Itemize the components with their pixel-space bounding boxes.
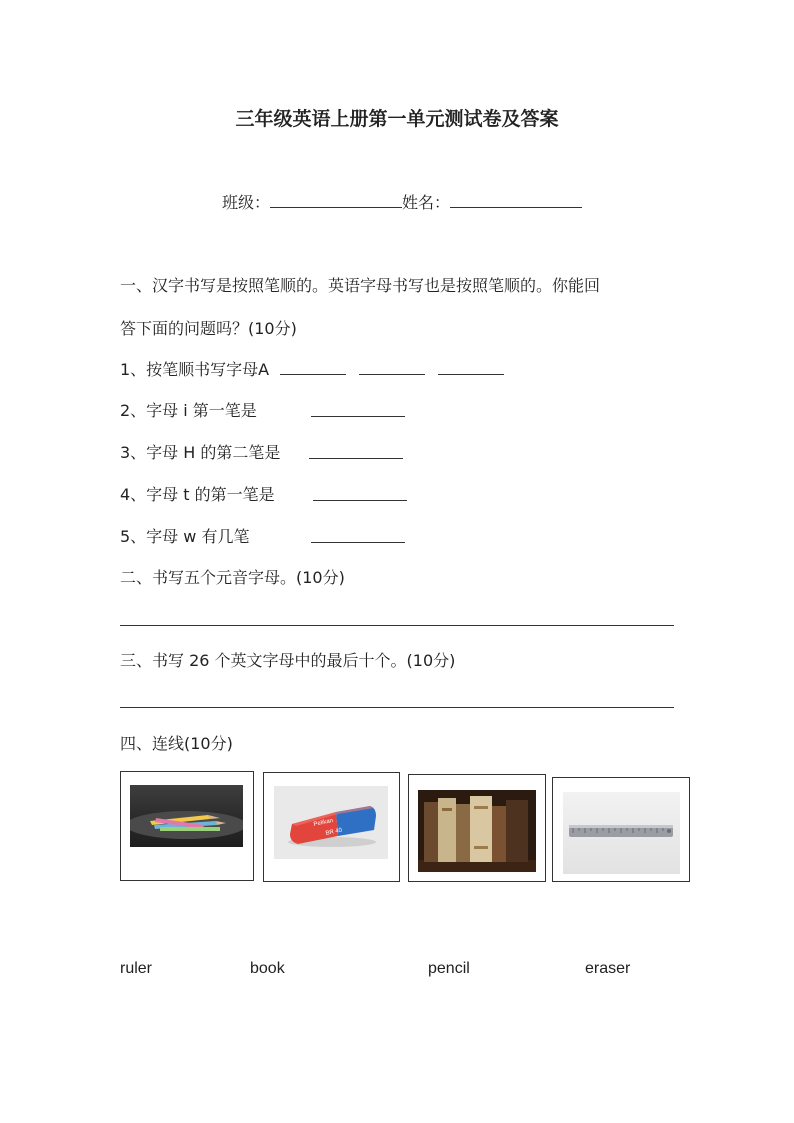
answer-blank-1b[interactable] (359, 358, 425, 375)
answer-blank-2[interactable] (311, 400, 405, 417)
student-info-line (222, 190, 582, 213)
question-5-text: 5、字母 w 有几笔 (120, 527, 250, 546)
word-3[interactable]: pencil (428, 960, 470, 977)
question-2 (120, 398, 257, 421)
answer-blank-5[interactable] (311, 526, 405, 543)
svg-text:BR 40: BR 40 (325, 827, 343, 837)
image-frame-3[interactable] (408, 774, 546, 882)
name-label: 姓名： (402, 193, 451, 212)
section-4-instruction: 四、连线(10分) (120, 734, 233, 753)
question-5 (120, 524, 249, 547)
word-4[interactable]: eraser (585, 960, 631, 977)
section-2-instruction: 二、书写五个元音字母。(10分) (120, 568, 345, 587)
name-blank[interactable] (450, 191, 582, 208)
section-3-instruction: 三、书写 26 个英文字母中的最后十个。(10分) (120, 651, 456, 670)
section-2-answer-line[interactable] (120, 625, 674, 626)
question-4-text: 4、字母 t 的第一笔是 (120, 485, 275, 504)
question-2-text: 2、字母 i 第一笔是 (120, 401, 257, 420)
ruler-photo-icon (563, 792, 680, 874)
image-frame-1[interactable] (120, 771, 254, 881)
answer-blank-1c[interactable] (438, 358, 504, 375)
word-2[interactable]: book (250, 960, 285, 977)
question-1-text: 1、按笔顺书写字母A (120, 360, 270, 379)
answer-blank-3[interactable] (309, 442, 403, 459)
question-4 (120, 482, 275, 505)
class-label: 班级： (222, 193, 271, 212)
eraser-photo-icon (274, 786, 388, 859)
class-blank[interactable] (270, 191, 402, 208)
section-1-instruction-line2: 答下面的问题吗？(10分) (120, 319, 297, 338)
section-1-instruction-line1: 一、汉字书写是按照笔顺的。英语字母书写也是按照笔顺的。你能回 (120, 276, 601, 295)
pencils-photo-icon (130, 785, 243, 847)
books-photo-icon (418, 790, 536, 872)
word-1[interactable]: ruler (120, 960, 153, 977)
question-3 (120, 440, 280, 463)
image-frame-4[interactable] (552, 777, 690, 882)
section-3-answer-line[interactable] (120, 707, 674, 708)
svg-text:Pelikan: Pelikan (313, 817, 334, 828)
image-frame-2[interactable] (263, 772, 400, 882)
question-3-text: 3、字母 H 的第二笔是 (120, 443, 281, 462)
question-1 (120, 357, 504, 380)
answer-blank-4[interactable] (313, 484, 407, 501)
answer-blank-1a[interactable] (280, 358, 346, 375)
page-title: 三年级英语上册第一单元测试卷及答案 (235, 108, 559, 130)
